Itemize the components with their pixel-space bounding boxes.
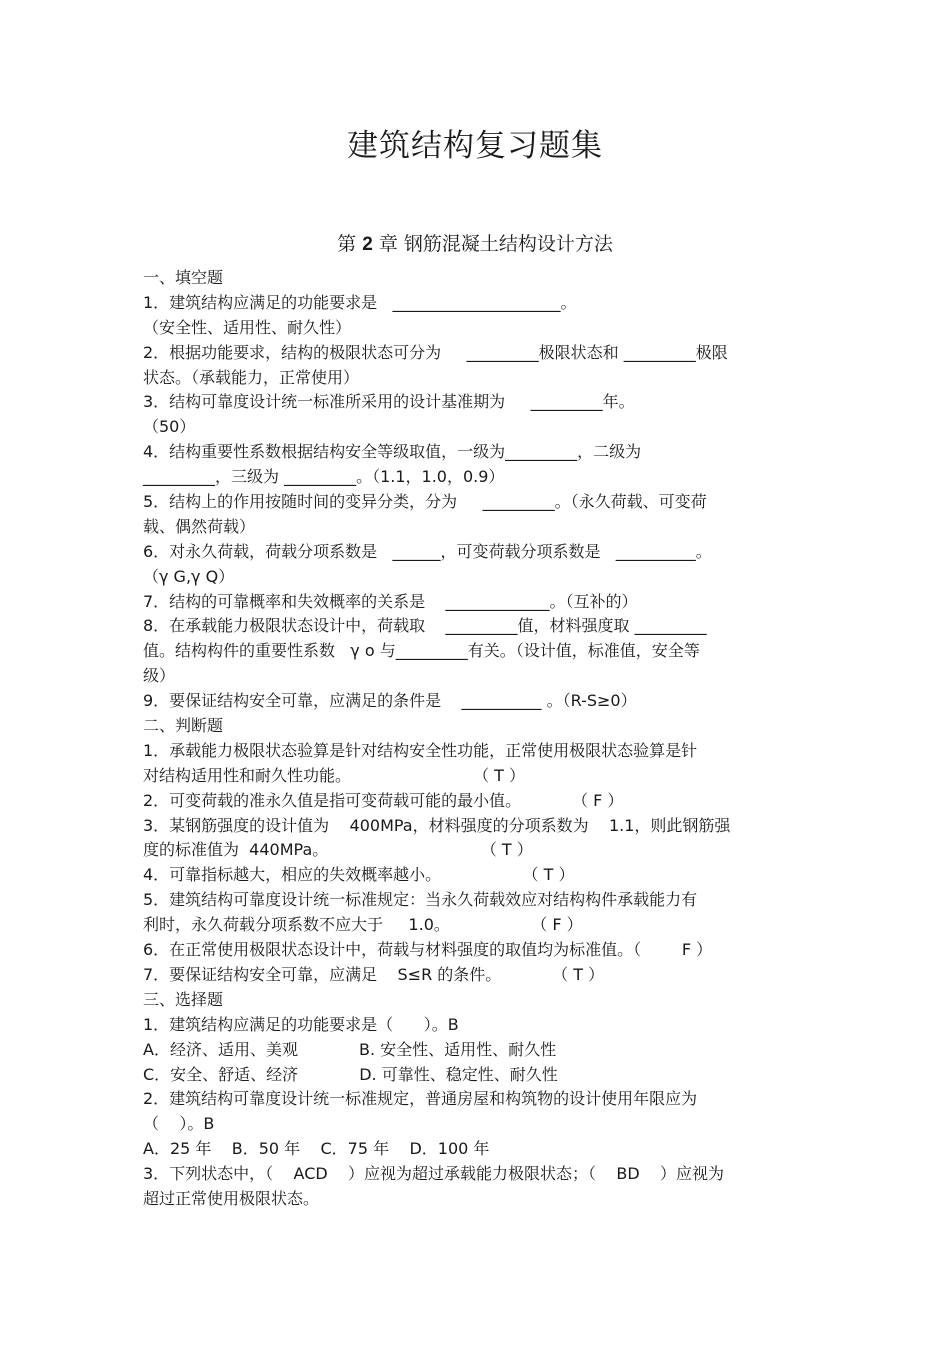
text-line: 度的标准值为 440MPa。 （ T ） [143, 840, 533, 860]
answer-line: （50） [143, 417, 196, 437]
text-line: 9．要保证结构安全可靠，应满足的条件是 __________ 。（R-S≥0） [143, 691, 637, 711]
text-line: 载、偶然荷载） [143, 516, 256, 536]
text-line: 对结构适用性和耐久性功能。 （ T ） [143, 765, 526, 785]
text-line: 状态。（承载能力，正常使用） [143, 367, 360, 387]
section-heading-true-false: 二、判断题 [143, 716, 224, 736]
text-line: 4．结构重要性系数根据结构安全等级取值，一级为_________，二级为 [143, 442, 642, 462]
text-line: 级） [143, 666, 176, 686]
option-line: A．25 年 B．50 年 C．75 年 D．100 年 [143, 1139, 490, 1159]
text-line: 超过正常使用极限状态。 [143, 1188, 320, 1208]
text-line: 2．建筑结构可靠度设计统一标准规定，普通房屋和构筑物的设计使用年限应为 [143, 1089, 698, 1109]
text-line: 2．可变荷载的准永久值是指可变荷载可能的最小值。 （ F ） [143, 790, 624, 810]
text-line: 6．在正常使用极限状态设计中，荷载与材料强度的取值均为标准值。（ F ） [143, 940, 713, 960]
text-line: 值。结构构件的重要性系数 γ o 与_________有关。（设计值，标准值，安全等 [143, 641, 700, 661]
text-line: 5．结构上的作用按随时间的变异分类，分为 _________。（永久荷载、可变荷 [143, 492, 707, 512]
text-line: 3．下列状态中，（ ACD ）应视为超过承载能力极限状态；（ BD ）应视为 [143, 1164, 725, 1184]
text-line: 7．结构的可靠概率和失效概率的关系是 _____________。（互补的） [143, 591, 638, 611]
text-line: 8．在承载能力极限状态设计中，荷载取 _________值，材料强度取 _________ [143, 616, 707, 636]
text-line: 6．对永久荷载，荷载分项系数是 ______，可变荷载分项系数是 __________。 [143, 541, 712, 561]
text-line: 1．承载能力极限状态验算是针对结构安全性功能，正常使用极限状态验算是针 [143, 740, 698, 760]
text-line: 4．可靠指标越大，相应的失效概率越小。 （ T ） [143, 865, 575, 885]
answer-line: （γ G,γ Q） [143, 566, 235, 586]
section-heading-fill-in: 一、填空题 [143, 268, 224, 287]
question-body [143, 266, 809, 1212]
option-line: A．经济、适用、美观 B. 安全性、适用性、耐久性 [143, 1039, 557, 1059]
text-line: 5．建筑结构可靠度设计统一标准规定：当永久荷载效应对结构构件承载能力有 [143, 890, 698, 910]
document-title: 建筑结构复习题集 [347, 128, 603, 164]
section-heading-multiple-choice: 三、选择题 [143, 989, 224, 1009]
text-line: 利时，永久荷载分项系数不应大于 1.0。 （ F ） [143, 915, 583, 935]
text-line: （ ）。B [143, 1114, 215, 1134]
chapter-name: 章 钢筋混凝土结构设计方法 [378, 233, 613, 255]
text-line: _________，三级为 _________。（1.1，1.0，0.9） [143, 467, 505, 487]
text-line: 7．要保证结构安全可靠，应满足 S≤R 的条件。 （ T ） [143, 964, 605, 984]
text-line: 2．根据功能要求，结构的极限状态可分为 _________极限状态和 _________极限 [143, 342, 728, 362]
option-line: C．安全、舒适、经济 D. 可靠性、稳定性、耐久性 [143, 1064, 558, 1084]
chapter-prefix: 第 [337, 233, 357, 255]
text-line: 1．建筑结构应满足的功能要求是（ ）。B [143, 1014, 459, 1034]
text-line: 3．某钢筋强度的设计值为 400MPa，材料强度的分项系数为 1.1，则此钢筋强 [143, 815, 731, 835]
answer-line: （安全性、适用性、耐久性） [143, 317, 352, 337]
text-line: 3．结构可靠度设计统一标准所采用的设计基准期为 _________年。 [143, 392, 635, 412]
text-line: 1．建筑结构应满足的功能要求是 _____________________。 [143, 292, 577, 312]
chapter-number: 2 [362, 234, 373, 255]
chapter-heading [0, 229, 950, 256]
